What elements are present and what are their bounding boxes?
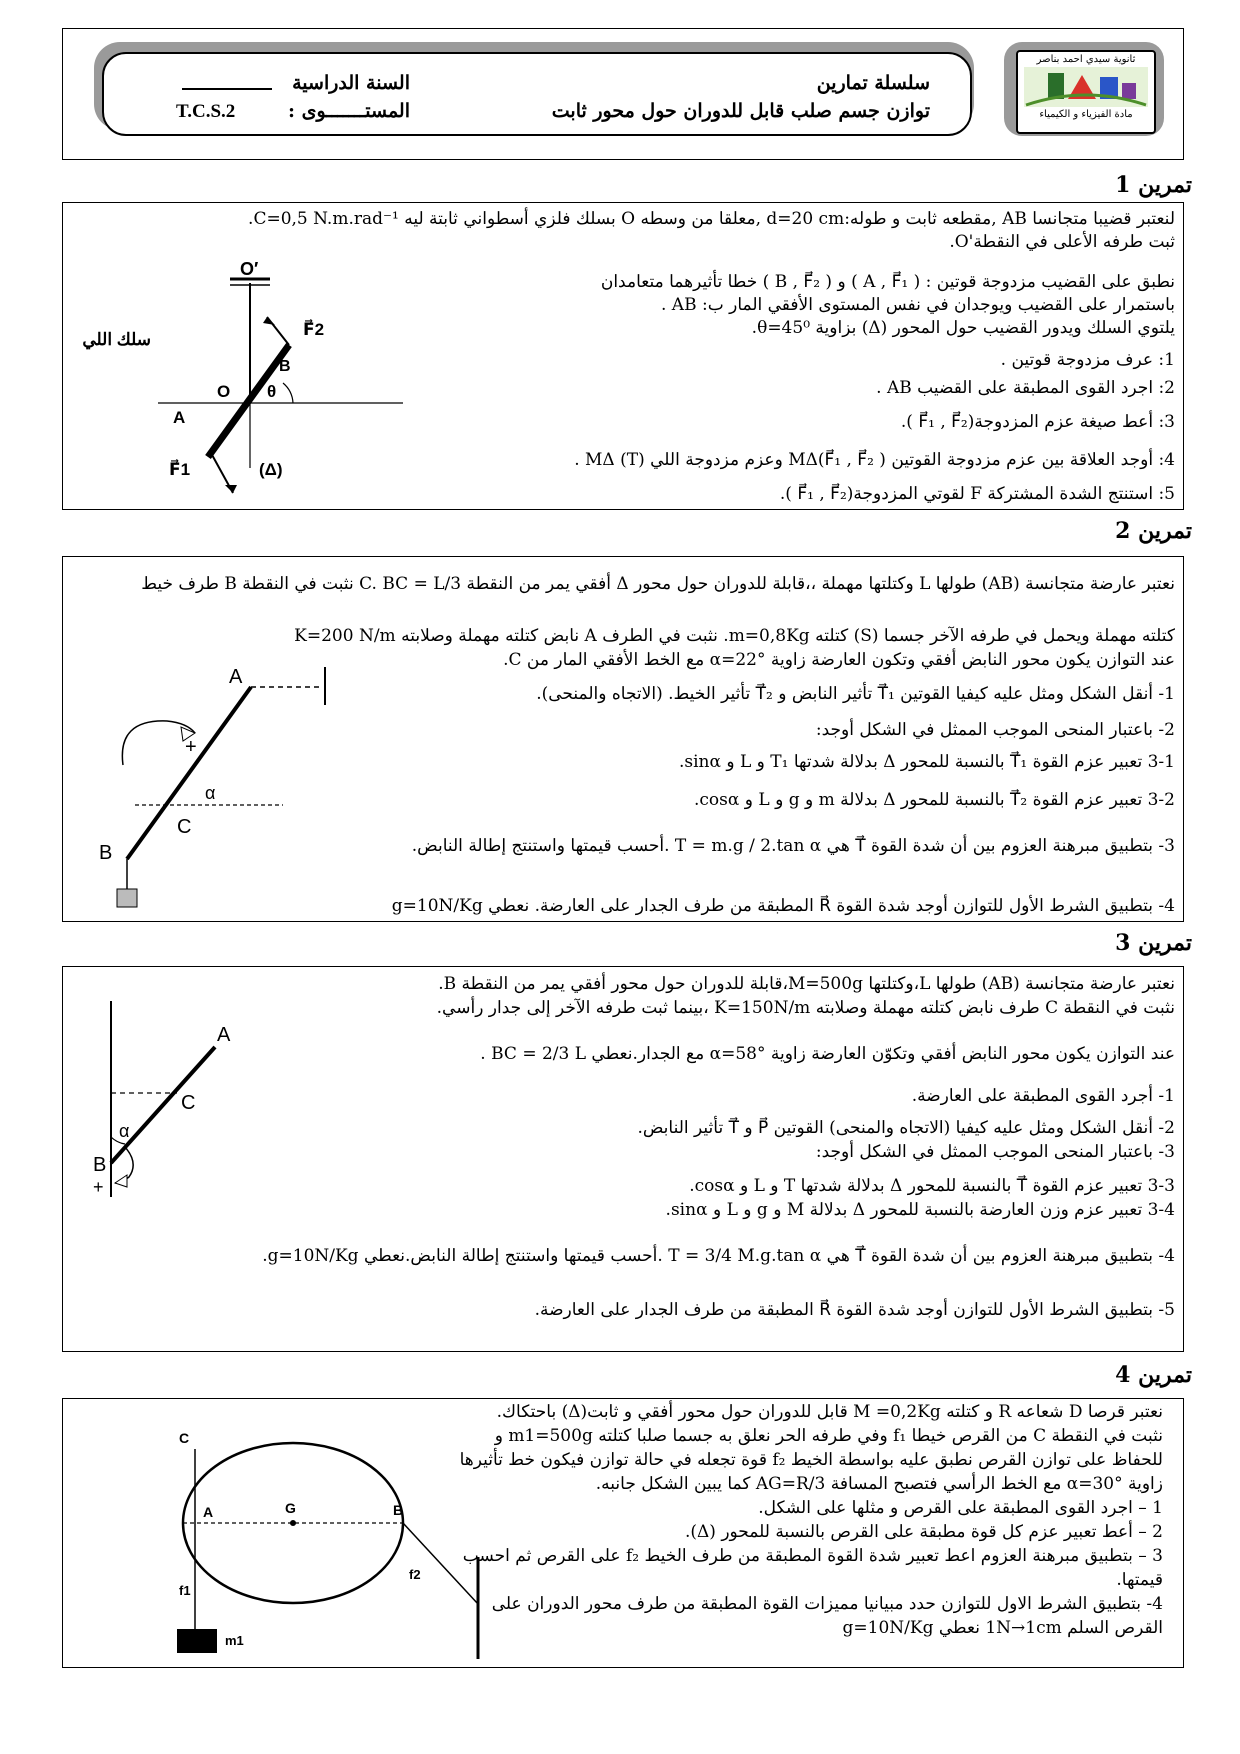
ex2-line-2: كتلته مهملة ويحمل في طرفه الآخر جسما (S) كتلته m=0,8Kg. نثبت في الطرف A نابض كتلته مهملة وصلابته K=200 N/m [294,626,1175,646]
logo-emblem-icon [1018,65,1154,109]
ex3-line-2: نثبت في النقطة C طرف نابض كتلته مهملة وصلابته K=150N/m ،بينما ثبت طرفه الآخر إلى جدار رأسي. [436,998,1175,1018]
ex3-q3-3: 3-3 تعبير عزم القوة T⃗ بالنسبة للمحور Δ بدلالة شدتها T و L و cosα. [689,1176,1175,1196]
ex2-q1: 1- أنقل الشكل ومثل عليه كيفيا القوتين T⃗₁ تأثير النابض و T⃗₂ تأثير الخيط. (الاتجاه والمنحى). [536,684,1175,704]
ex3-q3-4: 3-4 تعبير عزم وزن العارضة بالنسبة للمحور Δ بدلالة M و g و L و sinα. [665,1200,1175,1220]
ex4-q4: 4- بتطبيق الشرط الاول للتوازن حدد مبيانيا مميزات القوة المطبقة من طرف محور الدوران على [491,1594,1163,1614]
label-f1: F⃗1 [169,460,191,479]
ex1-line-5: يلتوي السلك ويدور القضيب حول المحور (Δ) بزاوية θ=45⁰. [751,318,1175,338]
ex1-q3: 3: أعط صيغة عزم المزدوجة(F⃗₁ , F⃗₂ ). [900,412,1175,432]
ex4-q2: 2 – أعط تعبير عزم كل قوة مطبقة على القرص بالنسبة للمحور (Δ). [684,1522,1163,1542]
ex1-line-1: لنعتبر قضيبا متجانسا AB ,مقطعه ثابت و طوله:d=20 cm ,معلقا من وسطه O بسلك فلزي أسطواني ثابتة ليه C=0,5 N.m.rad⁻¹. [248,209,1175,229]
mass-s [117,889,137,907]
exercise-3-box [62,966,1184,1352]
ex4-q1: 1 – اجرد القوى المطبقة على القرص و مثلها على الشكل. [758,1498,1163,1518]
rod-ab [208,345,289,457]
year-blank-line [182,88,272,90]
exercise-4-figure [103,1429,503,1664]
ex3-q5: 5- بتطبيق الشرط الأول للتوازن أوجد شدة القوة R⃗ المطبقة من طرف الجدار على العارضة. [534,1300,1175,1320]
ex2-line-3: عند التوازن يكون محور النابض أفقي وتكون العارضة زاوية α=22° مع الخط الأفقي المار من C. [503,650,1175,670]
label-theta: θ [267,382,277,401]
label-alpha: α [119,1121,130,1141]
exercise-4-box [62,1398,1184,1668]
label-c: C [179,1430,190,1446]
label-plus: + [93,1177,104,1197]
label-f2: F⃗2 [303,320,325,339]
center-g [290,1520,296,1526]
ex4-q3: 3 – بتطبيق مبرهنة العزوم اعط تعبير شدة القوة المطبقة من طرف الخيط f₂ على القرص ثم احسب [462,1546,1163,1566]
ex3-line-3: عند التوازن يكون محور النابض أفقي وتكوّن العارضة زاوية α=58° مع الجدار.نعطي BC = 2/3 L . [480,1044,1175,1064]
ex2-q2: 2- باعتبار المنحى الموجب الممثل في الشكل أوجد: [815,720,1175,740]
label-delta: (Δ) [259,460,283,479]
label-f2: f2 [409,1567,421,1582]
exercise-3-figure [69,987,319,1207]
ex2-line-1: نعتبر عارضة متجانسة (AB) طولها L وكتلتها مهملة ،،قابلة للدوران حول محور Δ أفقي يمر من النقطة C. BC = L/3 نثبت في النقطة B طرف خيط [141,574,1175,594]
ex2-q3: 3- بتطبيق مبرهنة العزوم بين أن شدة القوة T⃗ هي T = m.g / 2.tan α .أحسب قيمتها واستنتج إطالة النابض. [411,836,1175,856]
exercise-2-figure [83,657,403,917]
label-c: C [181,1092,196,1114]
label-a: A [173,408,186,427]
mass-m1 [177,1629,217,1653]
level-label: المستـــــــوى : [287,100,410,122]
label-b: B [99,842,113,864]
ex3-q2: 2- أنقل الشكل ومثل عليه كيفيا (الاتجاه والمنحى) القوتين P⃗ و T⃗ تأثير النابض. [637,1118,1175,1138]
ex1-line-4: باستمرار على القضيب ويوجدان في نفس المستوى الأفقي المار ب: AB . [660,295,1175,315]
ex1-line-3: نطبق على القضيب مزدوجة قوتين : ( A , F⃗₁ ) و ( B , F⃗₂ ) خطا تأثيرهما متعامدان [600,272,1175,292]
ex4-line-1: نعتبر قرصا D شعاعه R و كتلته M =0,2Kg قابل للدوران حول محور أفقي و ثابت(Δ) باحتكاك. [496,1402,1163,1422]
label-alpha: α [205,783,216,803]
label-plus: + [185,736,197,758]
label-o: O [217,382,231,401]
label-c: C [177,816,192,838]
exercise-2-title: تمرين 2 [1115,518,1192,544]
ex2-q3-2: 3-2 تعبير عزم القوة T⃗₂ بالنسبة للمحور Δ بدلالة m و g و L و cosα. [694,790,1175,810]
header-banner [102,52,972,136]
level-value: T.C.S.2 [176,101,236,122]
ex3-q4: 4- بتطبيق مبرهنة العزوم بين أن شدة القوة T⃗ هي T = 3/4 M.g.tan α .أحسب قيمتها واستنتج إطالة النابض.نعطي g=10N/Kg. [262,1246,1175,1266]
label-torsion-wire: سلك اللي [82,330,151,349]
ex1-q4: 4: أوجد العلاقة بين عزم مزدوجة القوتين MΔ(F⃗₁ , F⃗₂ ) وعزم مزدوجة اللي MΔ (T) . [574,450,1175,470]
year-label: السنة الدراسية [292,72,410,94]
ex3-q1: 1- أجرد القوى المطبقة على العارضة. [911,1086,1175,1106]
ex4-q4-cont: القرص السلم 1N→1cm نعطي g=10N/Kg [842,1618,1163,1638]
label-a: A [217,1024,231,1046]
ex1-q5: 5: استنتج الشدة المشتركة F لقوتي المزدوجة(F⃗₁ , F⃗₂ ). [779,484,1175,504]
ex1-q1: 1: عرف مزدوجة قوتين . [1000,350,1175,370]
label-o-prime: O′ [240,259,259,279]
logo-line-bottom: مادة الفيزياء و الكيمياء [1039,109,1133,120]
label-m1: m1 [225,1633,244,1648]
ex2-q3-1: 3-1 تعبير عزم القوة T⃗₁ بالنسبة للمحور Δ بدلالة شدتها T₁ و L و sinα. [678,752,1175,772]
ex4-line-4: زاوية α=30° مع الخط الرأسي فتصبح المسافة AG=R/3 كما يبين الشكل جانبه. [595,1474,1163,1494]
thread-f2 [403,1523,478,1604]
bar-ab [111,1047,215,1163]
label-b: B [93,1154,107,1176]
ex1-line-2: ثبت طرفه الأعلى في النقطة'O. [949,232,1175,252]
ex4-line-2: نثبت في النقطة C من القرص خيطا f₁ وفي طرفه الحر نعلق به جسما صلبا كتلته m1=500g و [494,1426,1163,1446]
ex4-q3-cont: قيمتها. [1116,1570,1163,1590]
ex4-line-3: للحفاظ على توازن القرص نطبق عليه بواسطة الخيط f₂ قوة تجعله في حالة توازن فيكون خط تأثيرها [459,1450,1163,1470]
school-logo [1016,50,1156,134]
label-a: A [203,1504,214,1520]
exercise-1-figure [82,253,423,503]
label-f1: f1 [179,1583,191,1598]
ex2-q4: 4- بتطبيق الشرط الأول للتوازن أوجد شدة القوة R⃗ المطبقة من طرف الجدار على العارضة. نعطي g=10N/Kg [391,896,1175,916]
label-b: B [279,358,291,375]
label-a: A [229,666,243,688]
label-g: G [285,1500,296,1516]
lesson-title: توازن جسم صلب قابل للدوران حول محور ثابت [551,100,930,122]
ex1-q2: 2: اجرد القوى المطبقة على القضيب AB . [876,378,1175,398]
label-b: B [393,1502,404,1518]
ex3-q3: 3- باعتبار المنحى الموجب الممثل في الشكل أوجد: [815,1142,1175,1162]
exercise-3-title: تمرين 3 [1115,930,1192,956]
series-label: سلسلة تمارين [816,72,930,94]
exercise-2-box [62,556,1184,922]
exercise-4-title: تمرين 4 [1115,1362,1192,1388]
exercise-1-title: تمرين 1 [1115,172,1192,198]
exercise-1-box [62,202,1184,510]
ex3-line-1: نعتبر عارضة متجانسة (AB) طولها L،وكتلتها M=500g،قابلة للدوران حول محور أفقي يمر من النقطة B. [438,974,1175,994]
logo-line-top: ثانوية سيدي احمد بناصر [1036,54,1136,65]
